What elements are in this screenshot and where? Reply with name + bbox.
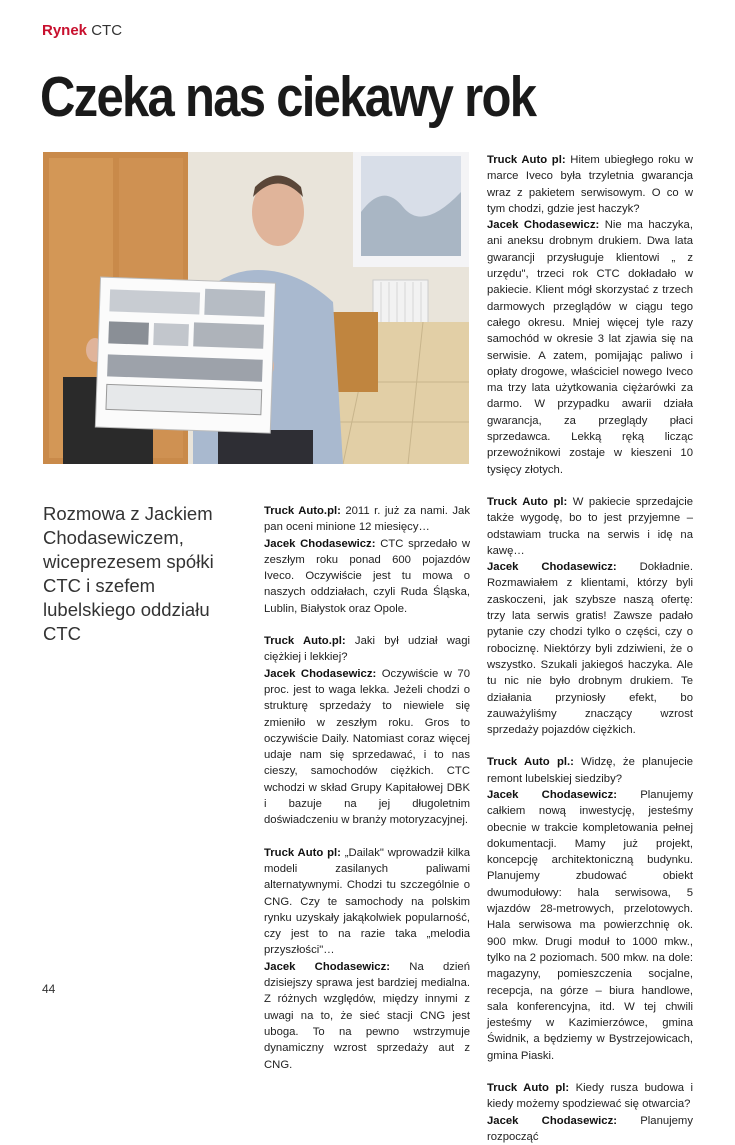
answer-text: Na dzień dzisiejszy sprawa jest bardziej medialna. Z różnych względów, między innymi z uwagi na to, że sieć stacji CNG jest uboga. To na pewno wstrzymuje dynamiczny wzrost sprzedaży aut z CNG. <box>264 960 470 1071</box>
answer-label: Jacek Chodasewicz: <box>264 537 376 550</box>
interview-exchange <box>487 494 693 738</box>
question-text: Hitem ubiegłego roku w marce Iveco była trzyletnia gwarancja wraz z pakietem serwisowym. O co w tym chodzi, gdzie jest haczyk? <box>487 154 693 215</box>
text-column-right <box>487 152 693 1145</box>
section-label <box>42 22 122 39</box>
question-label: Truck Auto pl: <box>487 1082 570 1095</box>
question-label: Truck Auto.pl: <box>264 635 346 648</box>
question-label: Truck Auto pl.: <box>487 756 574 769</box>
interview-exchange <box>264 633 470 829</box>
answer-label: Jacek Chodasewicz: <box>264 667 377 680</box>
section-name: Rynek <box>42 22 88 39</box>
text-column-left <box>264 503 470 1073</box>
answer-text: Dokładnie. Rozmawiałem z klientami, którzy byli zaskoczeni, jak szybsze naszą ofertę: trzy lata serwis gratis! Zawsze padało pytanie czy chodzi tylko o części, czy o robociznę. Niektórzy byli zdziwieni, że o wszystko. Szukali jakiegoś haczyka. Ale tu nic nie było drobnym drukiem. Te działania przyniosły efekt, bo zauważyliśmy znaczący wzrost sprzedaży pojazdów ciężkich. <box>487 561 693 737</box>
answer-label: Jacek Chodasewicz: <box>487 561 617 574</box>
question-text: „Dailak" wprowadził kilka modeli zasilanych paliwami alternatywnymi. Chodzi tu szczególnie o CNG. Czy te samochody na polskim rynku uzyskały jakąkolwiek popularność, czy jest to na razie taka „melodia przyszłości"… <box>264 846 470 957</box>
question-text: W pakiecie sprzedajcie także wygodę, bo to jest przyjemne – odstawiam trucka na serwis i idę na kawę… <box>487 495 693 557</box>
article-photo <box>43 152 469 464</box>
answer-text: Oczywiście w 70 proc. jest to waga lekka. Jeżeli chodzi o strukturę sprzedaży to niewiele się zmieniło w zeszłym roku. Gros to oczywiście Daily. Natomiast coraz więcej udaje nam się sprzedawać, i to nas cieszy, samochodów ciężkich. CTC wchodzi w skład Grupy Kapitałowej DBK i bazuje na jej długoletnim doświadczeniu w branży motoryzacyjnej. <box>264 667 470 827</box>
answer-label: Jacek Chodasewicz: <box>487 219 600 232</box>
question-text: 2011 r. już za nami. Jak pan oceni minione 12 miesięcy… <box>264 505 470 534</box>
answer-text: Planujemy rozpocząć <box>487 1114 693 1143</box>
question-label: Truck Auto.pl: <box>264 505 341 517</box>
interview-exchange <box>264 503 470 617</box>
answer-text: Nie ma haczyka, ani aneksu drobnym drukiem. Dwa lata gwarancji przysługuje klientowi „ z urzędu", trzeci rok CTC dokładało w pakiecie. Klient mógł skorzystać z trzech darmowych przeglądów w ciągu tego całego okresu. Mniej więcej tyle razy samochód w okresie 3 lat zjawia się na serwisie. A zatem, pomijając paliwo i opłaty drogowe, właściciel nowego Iveco ma trzy lata użytkowania ciężarówki za darmo. W przypadku awarii działa gwarancja, za przeglądy płaci sprzedawca. Lekką ręką licząc przewoźnikowi zostaje w kieszeni 10 tysięcy złotych. <box>487 219 693 476</box>
interview-exchange <box>487 754 693 1064</box>
interview-exchange <box>264 845 470 1073</box>
question-text: Kiedy rusza budowa i kiedy możemy spodziewać się otwarcia? <box>487 1082 693 1111</box>
page-number: 44 <box>42 982 56 996</box>
question-label: Truck Auto pl: <box>487 495 568 508</box>
section-subname: CTC <box>91 22 123 39</box>
question-text: Jaki był udział wagi ciężkiej i lekkiej? <box>264 635 470 664</box>
answer-label: Jacek Chodasewicz: <box>487 1114 617 1127</box>
article-lead: Rozmowa z Jackiem Chodasewiczem, wiceprezesem spółki CTC i szefem lubelskiego oddziału CTC <box>43 503 214 644</box>
answer-label: Jacek Chodasewicz: <box>487 788 617 801</box>
answer-label: Jacek Chodasewicz: <box>264 960 391 973</box>
question-label: Truck Auto pl: <box>264 846 341 859</box>
interview-exchange <box>487 1080 693 1145</box>
question-text: Widzę, że planujecie remont lubelskiej siedziby? <box>487 756 693 785</box>
photo-illustration <box>43 152 469 464</box>
answer-text: CTC sprzedało w zeszłym roku ponad 600 pojazdów Iveco. Oczywiście jest tu mowa o naszych oddziałach, czyli Ruda Śląska, Lublin, Białystok oraz Opole. <box>264 537 470 615</box>
interview-exchange <box>487 152 693 478</box>
answer-text: Planujemy całkiem nową inwestycję, jesteśmy obecnie w trakcie kompletowania pełnej dokumentacji. Mamy już projekt, koncepcję architektoniczną budynku. Planujemy zbudować obiekt dwumodułowy: hala serwisowa, 5 wjazdów 28-metrowych, przelotowych. Hala serwisowa ma powierzchnię ok. 900 mkw. Drugi moduł to 1000 mkw., tylko na 2 poziomach. 500 mkw. na dole: magazyny, pomieszczenia socjalne, recepcja, na górze – biura handlowe, sala konferencyjna, itd. W tej chwili jesteśmy w Kazimierzówce, gmina Świdnik, a będziemy w Bystrzejowicach, gmina Piaski. <box>487 788 693 1062</box>
article-title: Czeka nas ciekawy rok <box>40 65 536 129</box>
question-label: Truck Auto pl: <box>487 154 566 166</box>
